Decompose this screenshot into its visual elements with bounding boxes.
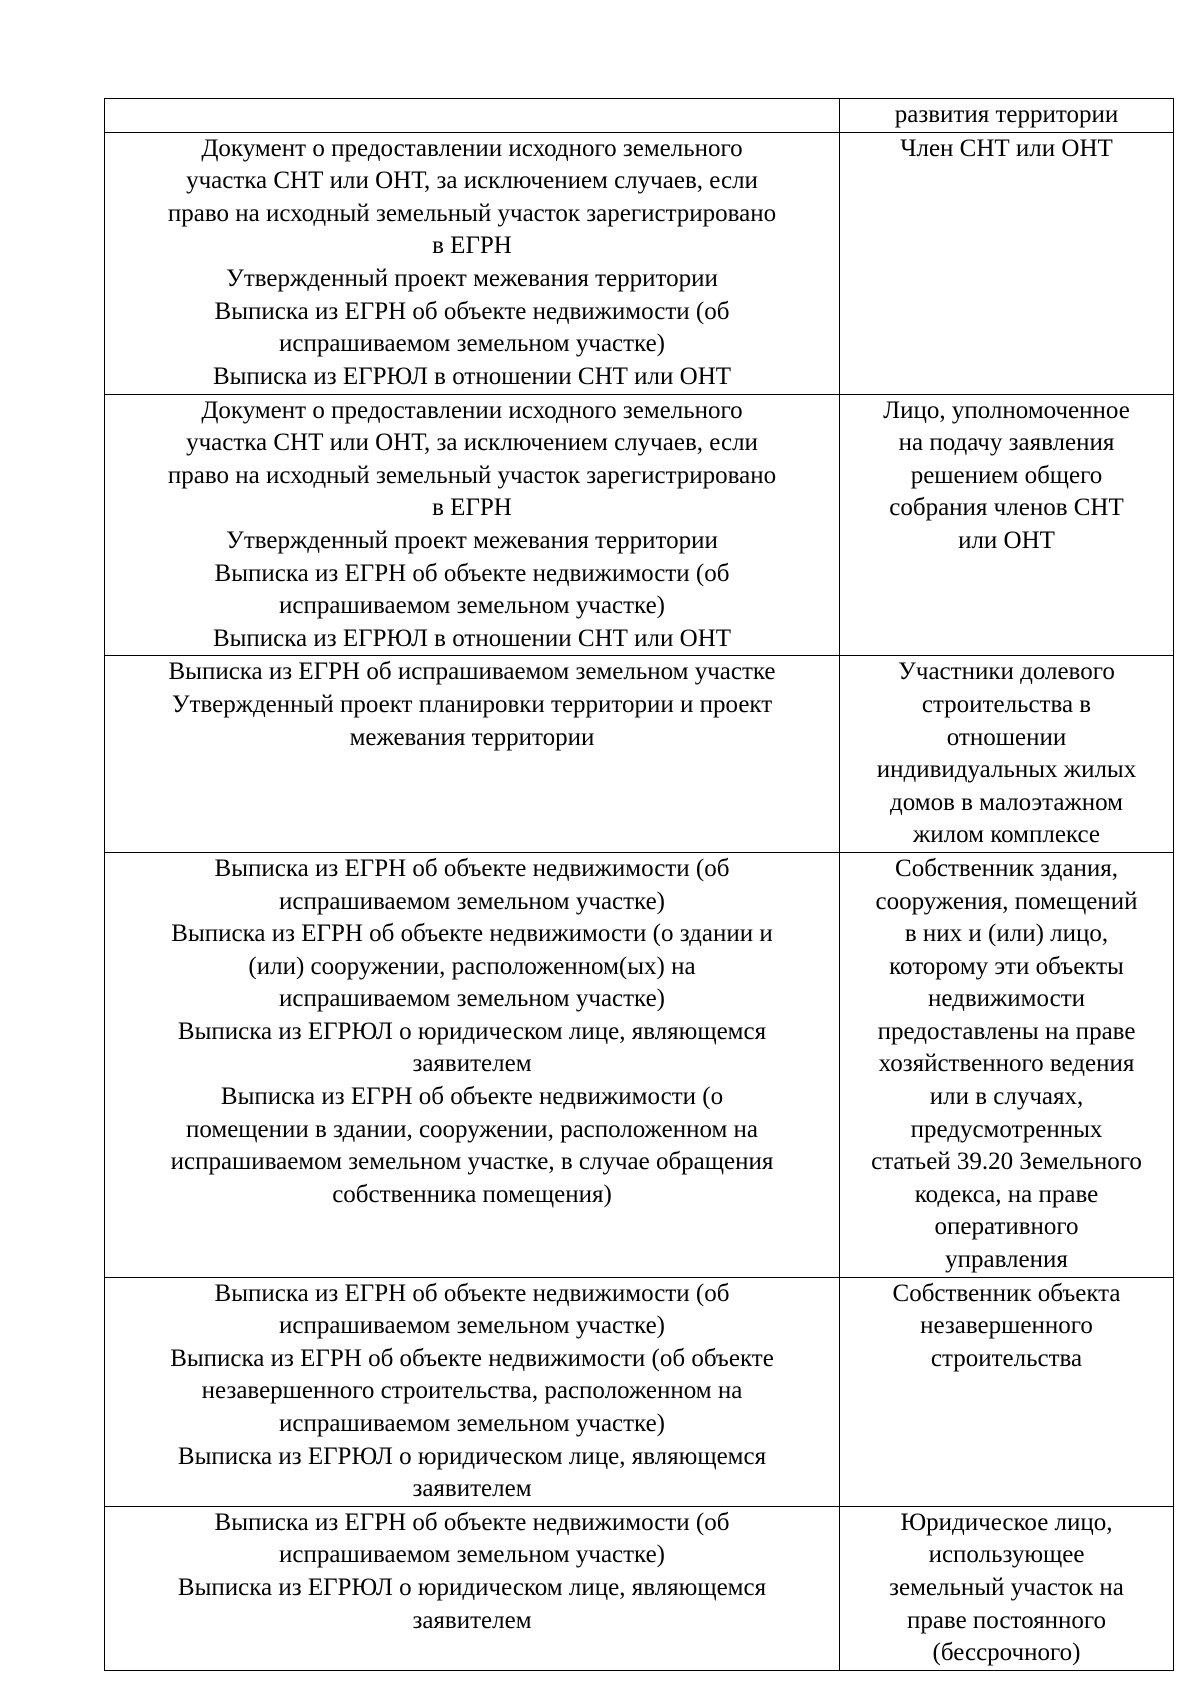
cell-text-line: Выписка из ЕГРН об объекте недвижимости (об: [214, 1508, 730, 1536]
cell-text-line: испрашиваемом земельном участке): [278, 985, 666, 1013]
cell-text-line: Участники долевого: [898, 658, 1115, 686]
cell-text-line: жилом комплексе: [913, 821, 1100, 849]
cell-text-line: предусмотренных: [910, 1115, 1103, 1143]
cell-text-line: Выписка из ЕГРН об объекте недвижимости (о здании и: [171, 920, 773, 948]
cell-text-line: Утвержденный проект планировки территории и проект: [171, 690, 773, 718]
table-row: [105, 852, 1174, 1277]
documents-cell: [105, 99, 840, 133]
cell-text-line: индивидуальных жилых: [876, 756, 1137, 784]
table-row: [105, 99, 1174, 133]
cell-text-line: (бессрочного): [932, 1639, 1081, 1667]
table-row: [105, 656, 1174, 853]
cell-text-line: недвижимости: [927, 985, 1086, 1013]
cell-text-line: в них и (или) лицо,: [904, 920, 1109, 948]
cell-text-line: Выписка из ЕГРН об объекте недвижимости (об: [214, 1279, 730, 1307]
documents-cell: [105, 852, 840, 1277]
cell-text-line: или в случаях,: [929, 1083, 1084, 1111]
cell-text-line: собрания членов СНТ: [889, 494, 1124, 522]
cell-text-line: Выписка из ЕГРН об испрашиваемом земельном участке: [168, 658, 776, 686]
cell-text-line: испрашиваемом земельном участке): [278, 1410, 666, 1437]
cell-text-line: Юридическое лицо,: [900, 1508, 1113, 1536]
cell-text-line: земельный участок на: [889, 1573, 1124, 1601]
cell-text-line: незавершенного строительства, расположенном на: [201, 1377, 743, 1405]
documents-cell: [105, 132, 840, 394]
cell-text-line: на подачу заявления: [898, 429, 1115, 457]
cell-text-line: Собственник объекта: [892, 1279, 1121, 1307]
cell-text-line: (или) сооружении, расположенном(ых) на: [248, 952, 696, 980]
cell-text-line: право на исходный земельный участок зарегистрировано: [167, 199, 777, 227]
cell-text-line: Выписка из ЕГРЮЛ о юридическом лице, являющемся: [177, 1442, 767, 1470]
cell-text-line: Собственник здания,: [895, 854, 1118, 882]
cell-text-line: Утвержденный проект межевания территории: [226, 264, 718, 292]
cell-text-line: статьей 39.20 Земельного: [871, 1148, 1142, 1176]
cell-text-line: Член СНТ или ОНТ: [900, 134, 1113, 162]
applicant-cell: [840, 852, 1174, 1277]
cell-text-line: право на исходный земельный участок зарегистрировано: [167, 461, 777, 489]
cell-text-line: кодекса, на праве: [914, 1180, 1099, 1208]
cell-text-line: оперативного: [934, 1213, 1079, 1241]
cell-text-line: помещении в здании, сооружении, расположенном на: [185, 1115, 759, 1143]
cell-text-line: заявителем: [412, 1475, 532, 1503]
documents-cell: [105, 656, 840, 853]
cell-text-line: Утвержденный проект межевания территории: [226, 526, 718, 554]
cell-text-line: участка СНТ или ОНТ, за исключением случаев, если: [186, 429, 758, 457]
cell-text-line: испрашиваемом земельном участке): [278, 330, 666, 358]
cell-text-line: Выписка из ЕГРЮЛ в отношении СНТ или ОНТ: [212, 624, 732, 652]
cell-text-line: Выписка из ЕГРН об объекте недвижимости (о: [220, 1083, 724, 1111]
cell-text-line: в ЕГРН: [432, 232, 512, 260]
cell-text-line: Лицо, уполномоченное: [883, 396, 1130, 424]
documents-cell: [105, 1277, 840, 1506]
cell-text-line: использующее: [928, 1541, 1085, 1569]
cell-text-line: незавершенного: [920, 1312, 1093, 1340]
table-row: [105, 132, 1174, 394]
table-row: [105, 1277, 1174, 1506]
cell-text-line: Выписка из ЕГРН об объекте недвижимости (об: [214, 854, 730, 882]
cell-text-line: управления: [945, 1246, 1068, 1274]
cell-text-line: строительства в: [921, 690, 1092, 718]
cell-text-line: праве постоянного: [906, 1606, 1107, 1634]
cell-text-line: Выписка из ЕГРН об объекте недвижимости (об: [214, 297, 730, 325]
applicant-cell: [840, 1277, 1174, 1506]
cell-text-line: решением общего: [910, 461, 1103, 489]
cell-text-line: испрашиваемом земельном участке): [278, 1312, 666, 1340]
applicant-cell: [840, 99, 1174, 133]
cell-text-line: предоставлены на праве: [877, 1017, 1136, 1045]
cell-text-line: Выписка из ЕГРЮЛ в отношении СНТ или ОНТ: [212, 362, 732, 390]
cell-text-line: строительства: [930, 1344, 1083, 1372]
table-row: [105, 394, 1174, 656]
cell-text-line: собственника помещения): [332, 1180, 612, 1208]
cell-text-line: домов в малоэтажном: [890, 788, 1123, 816]
cell-text-line: участка СНТ или ОНТ, за исключением случаев, если: [186, 167, 758, 195]
cell-text-line: Выписка из ЕГРЮЛ о юридическом лице, являющемся: [177, 1573, 767, 1601]
applicant-cell: [840, 656, 1174, 853]
cell-text-line: Выписка из ЕГРН об объекте недвижимости (об: [214, 559, 730, 587]
cell-text-line: отношении: [946, 723, 1067, 751]
cell-text-line: развития территории: [894, 101, 1119, 128]
cell-text-line: сооружения, помещений: [875, 887, 1138, 915]
cell-text-line: Документ о предоставлении исходного земельного: [201, 134, 743, 162]
cell-text-line: или ОНТ: [958, 526, 1055, 554]
cell-text-line: в ЕГРН: [432, 494, 512, 522]
cell-text-line: Документ о предоставлении исходного земельного: [201, 396, 743, 424]
cell-text-line: испрашиваемом земельном участке): [278, 887, 666, 915]
cell-text-line: Выписка из ЕГРН об объекте недвижимости (об объекте: [170, 1344, 774, 1372]
applicant-cell: [840, 394, 1174, 656]
documents-cell: [105, 1506, 840, 1670]
cell-text-line: Выписка из ЕГРЮЛ о юридическом лице, являющемся: [177, 1017, 767, 1045]
cell-text-line: испрашиваемом земельном участке): [278, 592, 666, 620]
table-row: [105, 1506, 1174, 1670]
documents-table: [104, 98, 1174, 1671]
documents-table-body: [105, 99, 1174, 1671]
documents-cell: [105, 394, 840, 656]
cell-text-line: межевания территории: [349, 723, 595, 751]
cell-text-line: испрашиваемом земельном участке): [278, 1541, 666, 1569]
applicant-cell: [840, 132, 1174, 394]
cell-text-line: заявителем: [412, 1606, 532, 1634]
cell-text-line: хозяйственного ведения: [878, 1050, 1135, 1078]
cell-text-line: заявителем: [412, 1050, 532, 1078]
cell-text-line: испрашиваемом земельном участке, в случае обращения: [170, 1148, 774, 1176]
cell-text-line: которому эти объекты: [889, 952, 1124, 980]
applicant-cell: [840, 1506, 1174, 1670]
